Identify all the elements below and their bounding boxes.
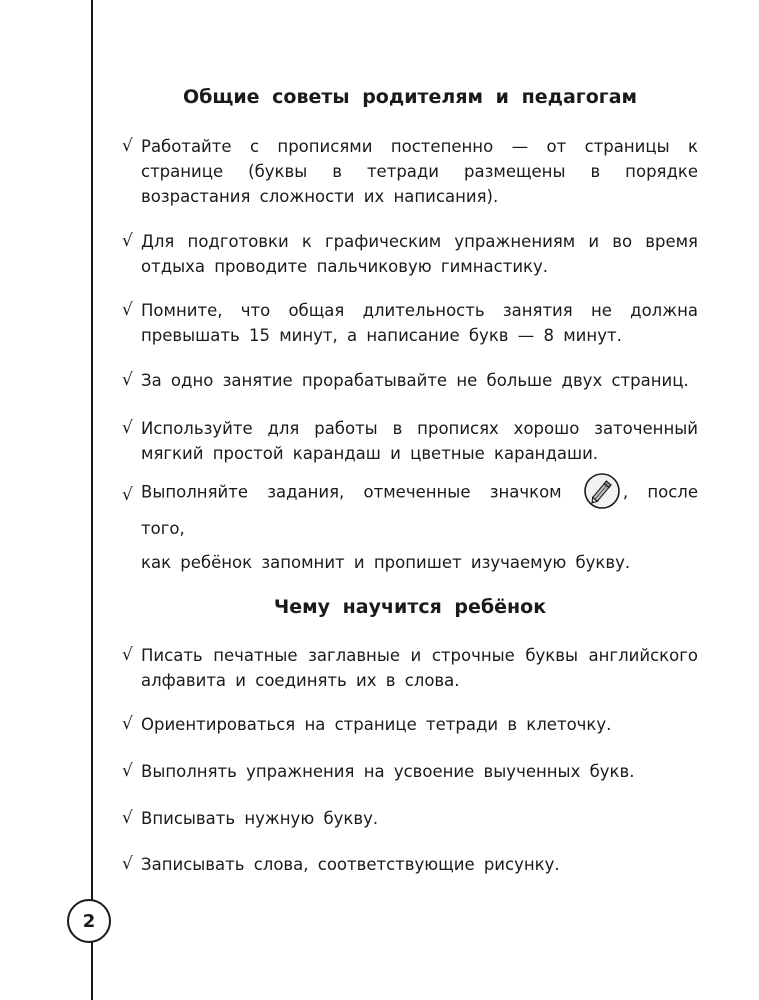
list-item-text: Писать печатные заглавные и строчные буквы английского алфавита и соединять их в слова. xyxy=(141,646,698,690)
section-title-tips: Общие советы родителям и педагогам xyxy=(182,86,638,108)
list-item-text: Работайте с прописями постепенно — от страницы к странице (буквы в тетради размещены в порядке возрастания сложности их написания). xyxy=(141,137,698,206)
list-item xyxy=(122,759,698,784)
check-icon: √ xyxy=(122,370,133,390)
check-icon: √ xyxy=(122,136,133,156)
section-title-outcomes: Чему научится ребёнок xyxy=(273,596,547,618)
pencil-item-line2: как ребёнок запомнит и пропишет изучаемую букву. xyxy=(141,553,631,572)
check-icon: √ xyxy=(122,485,133,505)
pencil-item-after: , после того, xyxy=(141,482,698,538)
list-item xyxy=(122,643,698,693)
check-icon: √ xyxy=(122,300,133,320)
list-item-text: За одно занятие прорабатывайте не больше двух страниц. xyxy=(141,371,689,390)
list-item-text: Выполнять упражнения на усвоение выученных букв. xyxy=(141,762,635,781)
list-item xyxy=(122,368,698,393)
check-icon: √ xyxy=(122,854,133,874)
check-icon: √ xyxy=(122,645,133,665)
list-item-text: Ориентироваться на странице тетради в клеточку. xyxy=(141,715,612,734)
check-icon: √ xyxy=(122,231,133,251)
page-number: 2 xyxy=(67,899,111,943)
list-item-pencil xyxy=(122,474,698,580)
check-icon: √ xyxy=(122,761,133,781)
list-item xyxy=(122,712,698,737)
list-item xyxy=(122,806,698,831)
check-icon: √ xyxy=(122,714,133,734)
pencil-icon xyxy=(583,472,621,510)
list-item-text: Вписывать нужную букву. xyxy=(141,809,379,828)
list-item xyxy=(122,298,698,348)
list-item-text: Помните, что общая длительность занятия не должна превышать 15 минут, а написание букв — 8 минут. xyxy=(141,301,698,345)
list-item-text: Для подготовки к графическим упражнениям и во время отдыха проводите пальчиковую гимнастику. xyxy=(141,232,698,276)
list-item-text: Используйте для работы в прописях хорошо заточенный мягкий простой карандаш и цветные карандаши. xyxy=(141,419,698,463)
list-item-text xyxy=(141,474,698,546)
list-item-text: Записывать слова, соответствующие рисунку. xyxy=(141,855,560,874)
list-item xyxy=(122,134,698,209)
list-item xyxy=(122,852,698,877)
pencil-item-before: Выполняйте задания, отмеченные значком xyxy=(141,482,562,502)
check-icon: √ xyxy=(122,808,133,828)
list-item xyxy=(122,229,698,279)
margin-line xyxy=(91,0,93,1000)
check-icon: √ xyxy=(122,418,133,438)
list-item xyxy=(122,416,698,466)
